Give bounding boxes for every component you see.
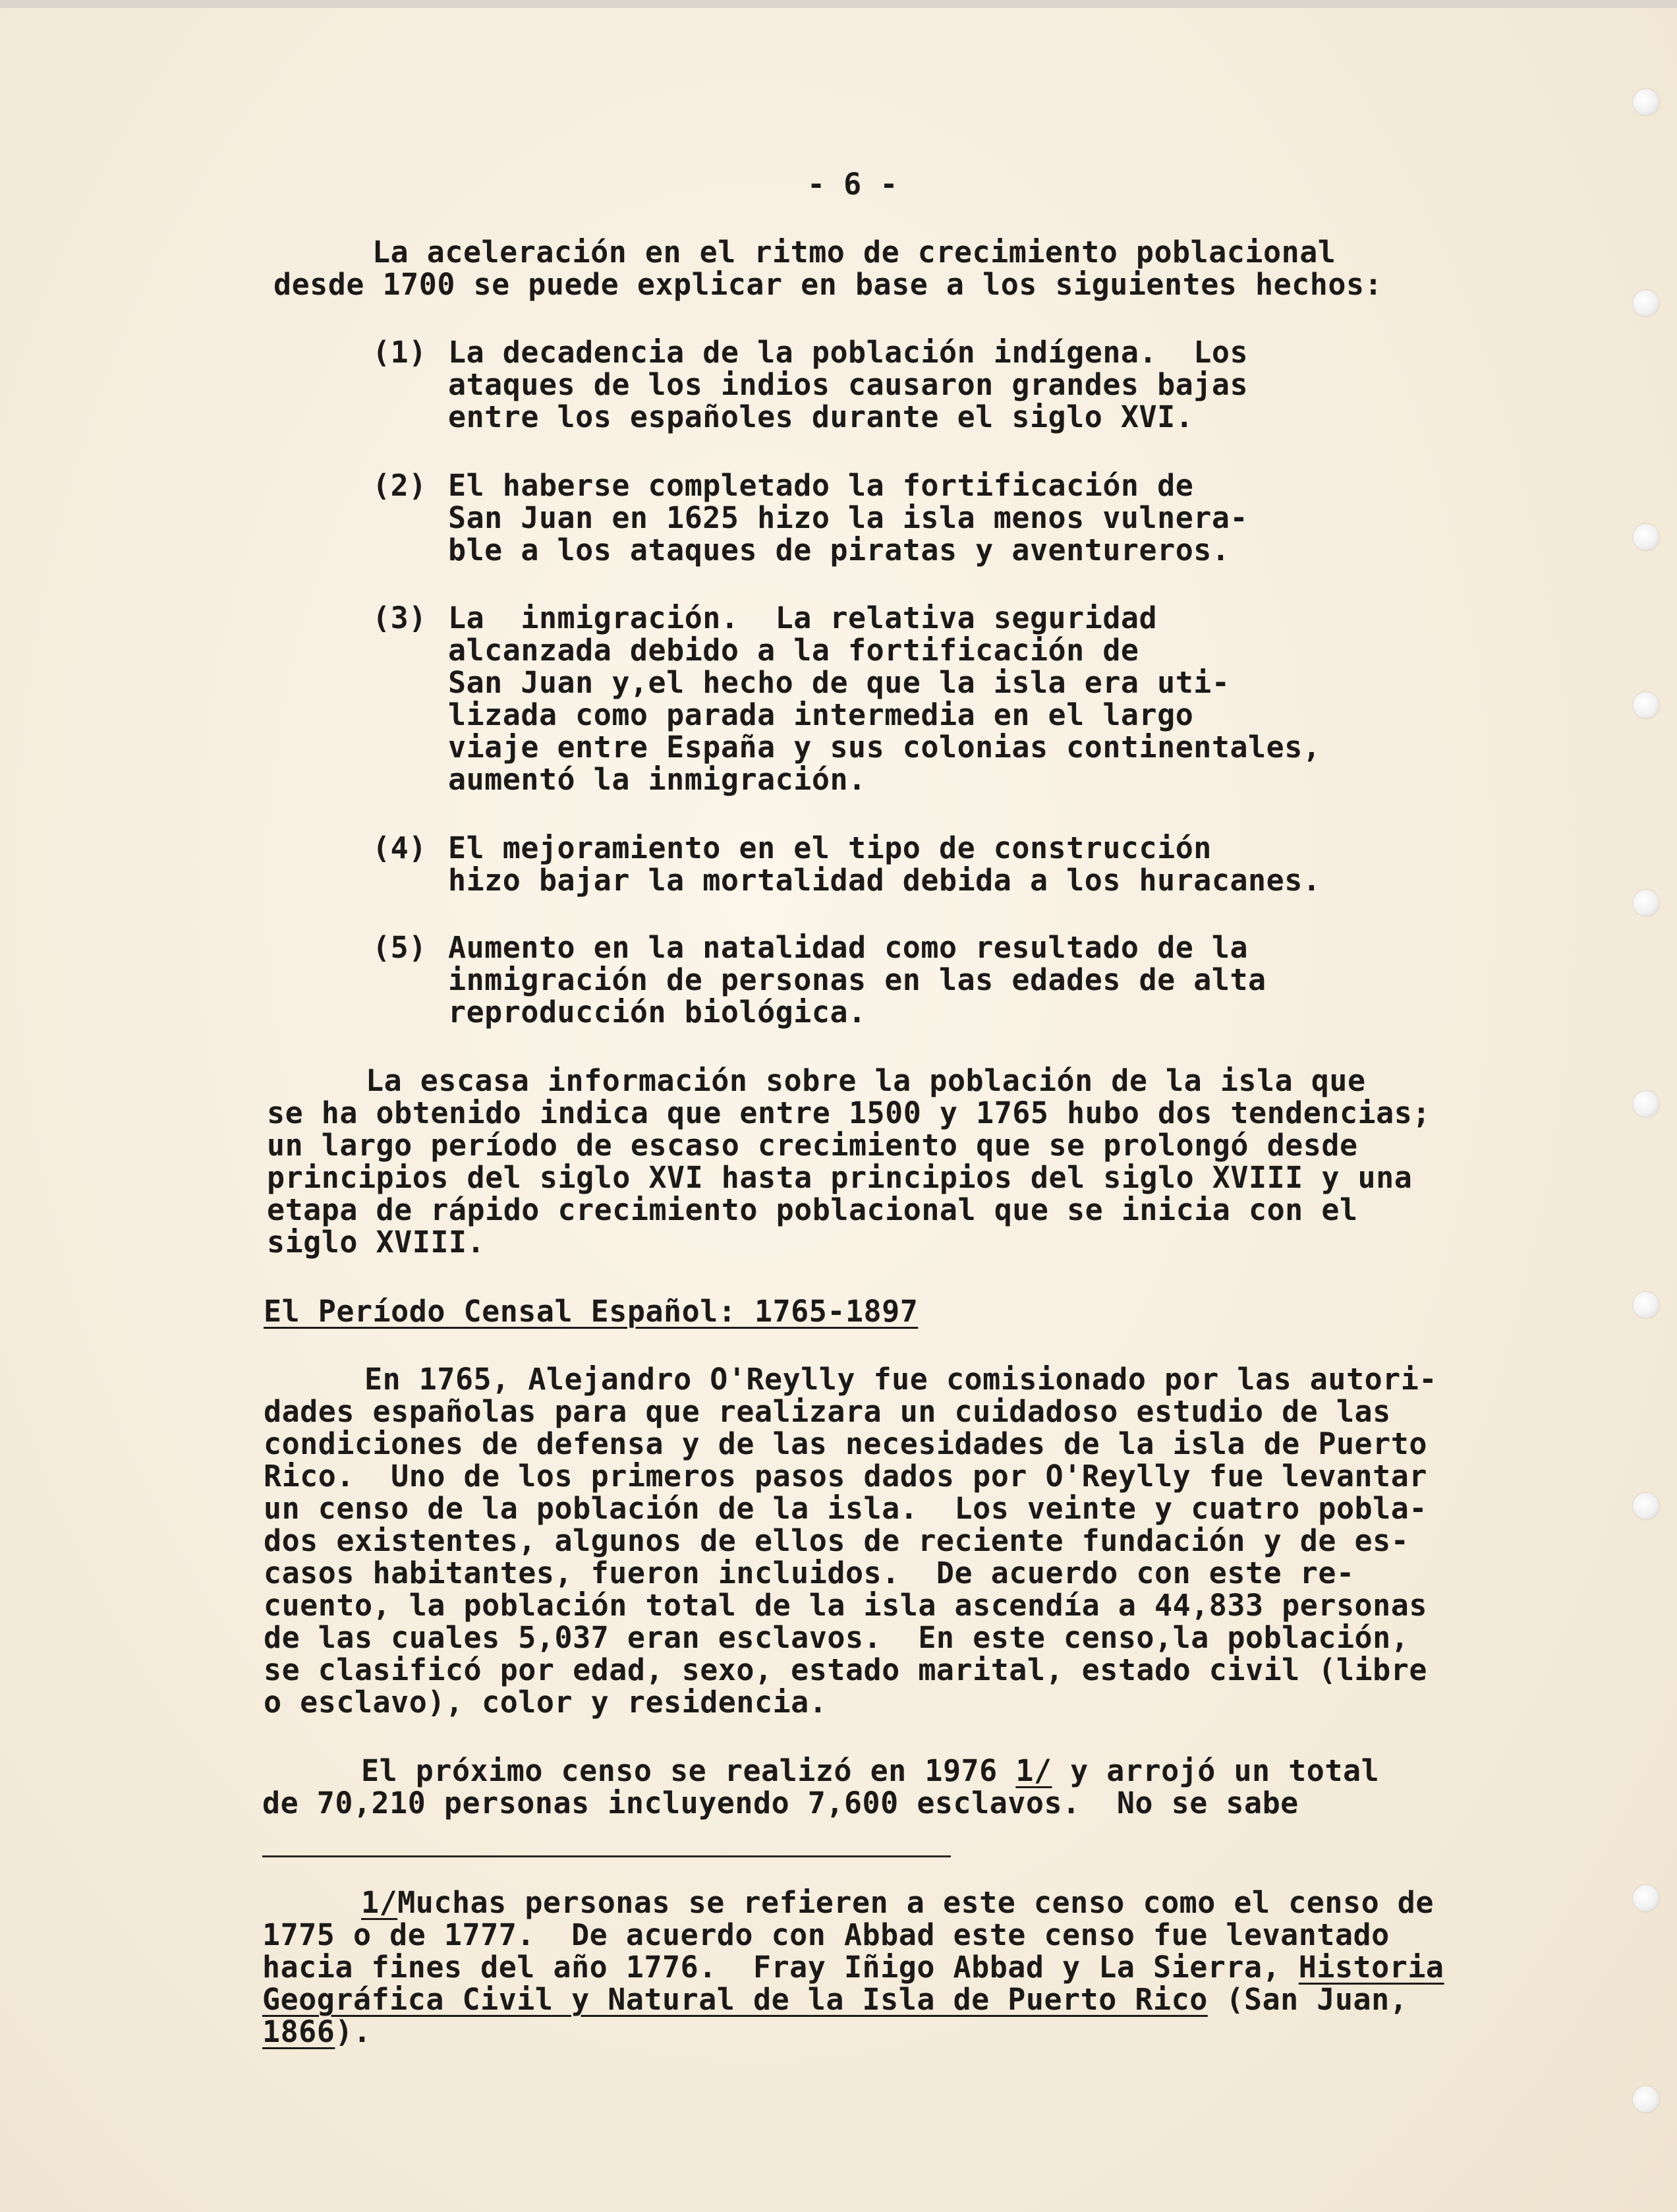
- footnote-text: hacia fines del año 1776. Fray Iñigo Abbad y La Sierra,: [262, 1950, 1299, 1985]
- footnote-text: (San Juan,: [1207, 1982, 1408, 2017]
- list-item-line: La decadencia de la población indígena. Los: [448, 335, 1249, 370]
- list-item-line: reproducción biológica.: [448, 995, 867, 1030]
- list-item-line: San Juan y,el hecho de que la isla era uti-: [448, 665, 1230, 700]
- paragraph-line: de 70,210 personas incluyendo 7,600 esclavos. No se sabe: [262, 1786, 1299, 1820]
- paragraph-line: o esclavo), color y residencia.: [264, 1685, 828, 1720]
- list-item-line: viaje entre España y sus colonias continentales,: [448, 730, 1321, 765]
- paragraph-line: de las cuales 5,037 eran esclavos. En este censo,la población,: [264, 1620, 1409, 1655]
- list-item-line: hizo bajar la mortalidad debida a los huracanes.: [448, 863, 1321, 898]
- binder-hole-icon: [1633, 692, 1659, 718]
- list-item-line: El haberse completado la fortificación de: [448, 468, 1194, 503]
- footnote-text: Muchas personas se refieren a este censo como el censo de: [397, 1885, 1434, 1920]
- footnote-text: ).: [335, 2014, 372, 2049]
- footnote-mark: 1/: [361, 1885, 398, 1920]
- list-item-number: (2): [372, 468, 427, 503]
- paragraph-line: siglo XVIII.: [267, 1225, 486, 1260]
- paragraph-line: dades españolas para que realizara un cuidadoso estudio de las: [264, 1394, 1391, 1429]
- publication-year: 1866: [262, 2014, 335, 2049]
- list-item-number: (3): [372, 600, 427, 635]
- binder-hole-icon: [1633, 1091, 1659, 1117]
- binder-hole-icon: [1633, 2086, 1659, 2112]
- list-item-number: (5): [372, 930, 427, 965]
- paragraph-line: un censo de la población de la isla. Los veinte y cuatro pobla-: [264, 1491, 1427, 1526]
- list-item-line: El mejoramiento en el tipo de construcción: [448, 830, 1212, 865]
- paragraph-text: y arrojó un total: [1052, 1753, 1380, 1788]
- binder-hole-icon: [1633, 89, 1659, 115]
- binder-hole-icon: [1633, 1292, 1659, 1318]
- book-title: Historia: [1298, 1950, 1444, 1985]
- paragraph-line: principios del siglo XVI hasta principios del siglo XVIII y una: [267, 1160, 1413, 1195]
- paragraph-text: El próximo censo se realizó en 1976: [361, 1753, 1016, 1788]
- list-item-number: (4): [372, 830, 427, 865]
- footnote-line: [262, 1983, 1407, 2016]
- paragraph-line: [361, 1755, 1379, 1787]
- paragraph-line: etapa de rápido crecimiento poblacional que se inicia con el: [267, 1192, 1358, 1227]
- list-item-line: lizada como parada intermedia en el largo: [448, 697, 1194, 732]
- footnote-reference: 1/: [1015, 1753, 1052, 1788]
- binder-hole-icon: [1633, 524, 1659, 550]
- list-item-line: aumentó la inmigración.: [448, 762, 867, 797]
- list-item-number: (1): [372, 335, 427, 370]
- footnote-line: [262, 2016, 372, 2048]
- footnote-divider: [262, 1855, 951, 1857]
- footnote-line: [262, 1951, 1444, 1983]
- paragraph-line: Rico. Uno de los primeros pasos dados por O'Reylly fue levantar: [264, 1459, 1427, 1494]
- binder-hole-icon: [1633, 290, 1659, 316]
- paragraph-line: La escasa información sobre la población de la isla que: [366, 1063, 1366, 1098]
- page-number: - 6 -: [807, 167, 898, 202]
- binder-hole-icon: [1633, 1885, 1659, 1911]
- paragraph-line: dos existentes, algunos de ellos de reciente fundación y de es-: [264, 1523, 1409, 1558]
- binder-hole-icon: [1633, 1493, 1659, 1519]
- list-item-line: ataques de los indios causaron grandes bajas: [448, 367, 1249, 402]
- list-item-line: San Juan en 1625 hizo la isla menos vulnera-: [448, 500, 1249, 535]
- list-item-line: ble a los ataques de piratas y aventureros.: [448, 533, 1230, 568]
- binder-holes: [1633, 0, 1666, 2212]
- intro-line: desde 1700 se puede explicar en base a los siguientes hechos:: [273, 267, 1383, 302]
- paragraph-line: En 1765, Alejandro O'Reylly fue comisionado por las autori-: [364, 1362, 1437, 1397]
- paragraph-line: un largo período de escaso crecimiento que se prolongó desde: [267, 1128, 1358, 1163]
- list-item-line: Aumento en la natalidad como resultado de la: [448, 930, 1249, 965]
- list-item-line: La inmigración. La relativa seguridad: [448, 600, 1158, 635]
- section-heading: El Período Censal Español: 1765-1897: [264, 1294, 919, 1329]
- intro-line: La aceleración en el ritmo de crecimiento poblacional: [372, 235, 1336, 270]
- binder-hole-icon: [1633, 890, 1659, 916]
- paragraph-line: cuento, la población total de la isla ascendía a 44,833 personas: [264, 1588, 1427, 1623]
- list-item-line: inmigración de personas en las edades de alta: [448, 962, 1266, 997]
- paragraph-line: se clasificó por edad, sexo, estado marital, estado civil (libre: [264, 1652, 1427, 1687]
- top-edge: [0, 0, 1677, 8]
- paragraph-line: casos habitantes, fueron incluidos. De acuerdo con este re-: [264, 1556, 1355, 1590]
- footnote-line: [361, 1886, 1434, 1919]
- paragraph-line: se ha obtenido indica que entre 1500 y 1765 hubo dos tendencias;: [267, 1095, 1431, 1130]
- paragraph-line: condiciones de defensa y de las necesidades de la isla de Puerto: [264, 1426, 1427, 1461]
- list-item-line: alcanzada debido a la fortificación de: [448, 633, 1139, 668]
- footnote-line: 1775 o de 1777. De acuerdo con Abbad este censo fue levantado: [262, 1917, 1390, 1952]
- list-item-line: entre los españoles durante el siglo XVI.: [448, 399, 1194, 434]
- book-title: Geográfica Civil y Natural de la Isla de Puerto Rico: [262, 1982, 1208, 2017]
